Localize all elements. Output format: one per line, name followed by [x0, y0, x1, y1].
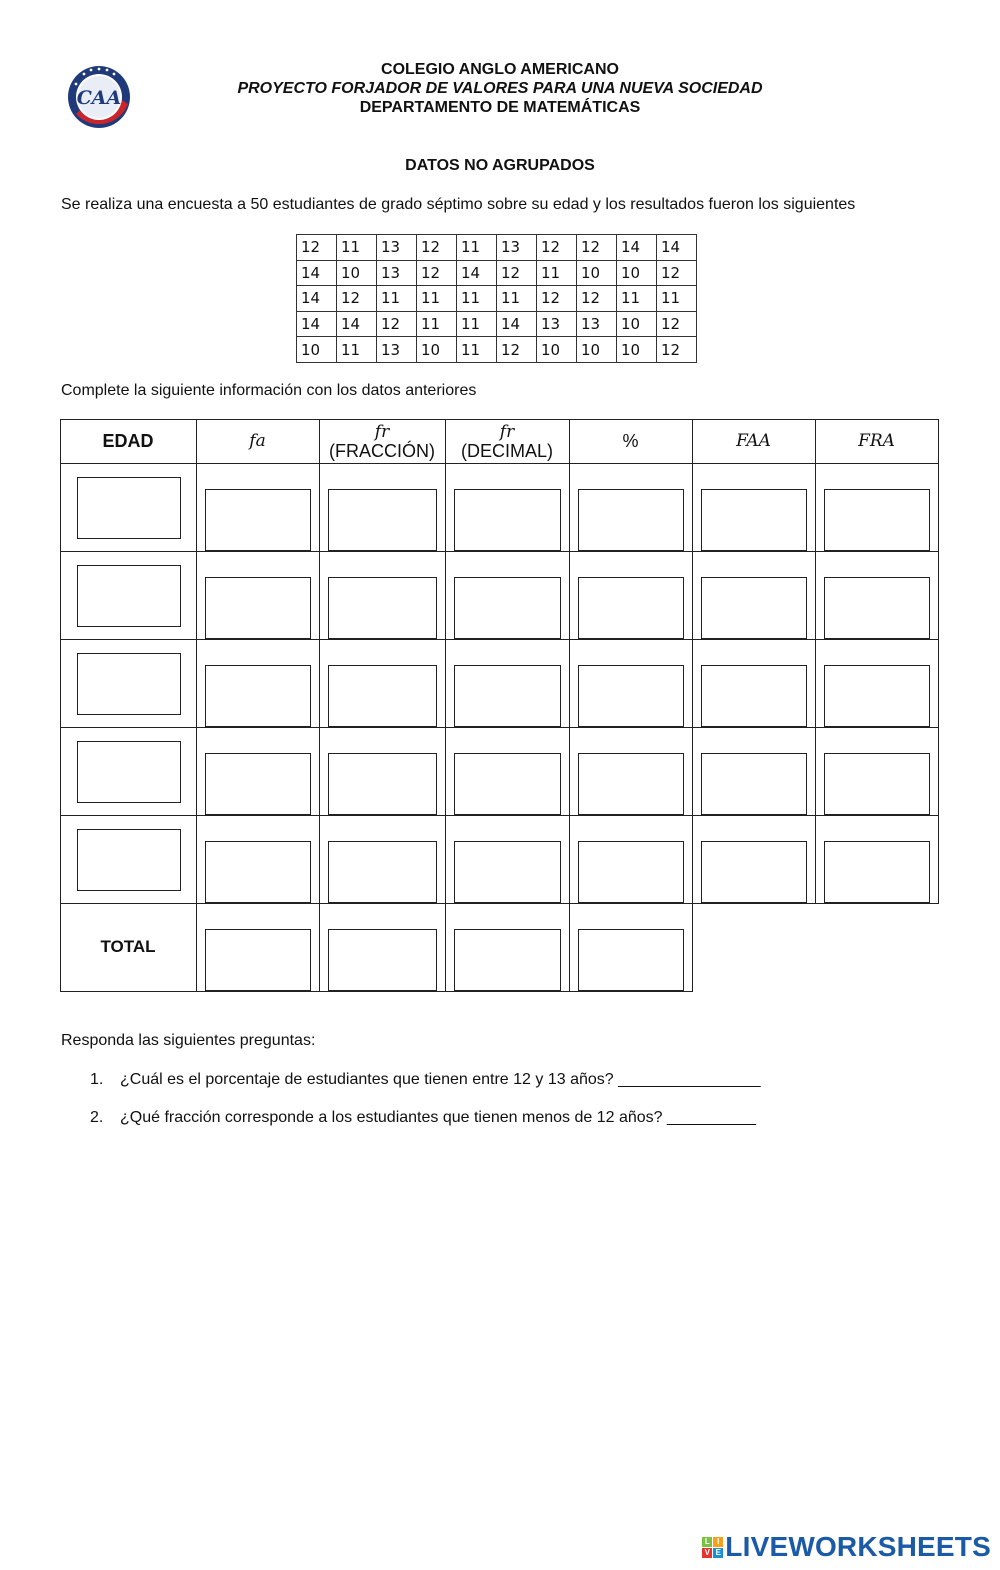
answer-box-faa[interactable]	[701, 753, 807, 815]
raw-data-cell: 12	[657, 337, 697, 363]
brand-name: LIVEWORKSHEETS	[725, 1531, 991, 1562]
raw-data-cell: 10	[577, 337, 617, 363]
grid-line	[60, 903, 939, 904]
grid-line	[692, 419, 693, 992]
header-fr-symbol: fr	[374, 421, 390, 442]
header-fr-symbol-2: fr	[499, 421, 515, 442]
raw-data-cell: 11	[657, 286, 697, 312]
header-fra: FRA	[858, 431, 895, 451]
raw-data-row	[297, 235, 697, 261]
project-name: PROYECTO FORJADOR DE VALORES PARA UNA NUEVA SOCIEDAD	[237, 80, 763, 97]
raw-data-cell: 11	[537, 260, 577, 286]
total-label: TOTAL	[100, 937, 156, 956]
raw-data-cell: 12	[497, 337, 537, 363]
raw-data-cell: 11	[377, 286, 417, 312]
grid-line	[60, 419, 939, 420]
raw-data-cell: 10	[537, 337, 577, 363]
raw-data-cell: 10	[297, 337, 337, 363]
answer-box-fa[interactable]	[205, 753, 311, 815]
frequency-table	[60, 419, 938, 993]
raw-data-cell: 13	[577, 311, 617, 337]
answer-box-fr-fraccion[interactable]	[328, 489, 437, 551]
school-name: COLEGIO ANGLO AMERICANO	[381, 61, 619, 78]
question-number: 2.	[90, 1109, 104, 1126]
answer-box-percent[interactable]	[578, 577, 684, 639]
header-decimal-label: (DECIMAL)	[460, 440, 553, 461]
answer-box-fr-decimal[interactable]	[454, 577, 561, 639]
answer-box-fra[interactable]	[824, 489, 930, 551]
questions-intro: Responda las siguientes preguntas:	[61, 1032, 316, 1049]
raw-data-table	[296, 234, 697, 363]
raw-data-cell: 14	[657, 235, 697, 261]
liveworksheets-brand	[702, 1532, 991, 1562]
answer-box-fr-fraccion[interactable]	[328, 665, 437, 727]
raw-data-row	[297, 337, 697, 363]
question-1	[90, 1070, 761, 1090]
answer-box-fr-decimal[interactable]	[454, 753, 561, 815]
header-fraccion-label: (FRACCIÓN)	[329, 440, 435, 461]
grid-line	[60, 727, 939, 728]
grid-line	[319, 419, 320, 992]
raw-data-cell: 12	[537, 286, 577, 312]
raw-data-row	[297, 286, 697, 312]
raw-data-cell: 10	[617, 337, 657, 363]
grid-line	[60, 991, 693, 992]
answer-box-fr-decimal[interactable]	[454, 929, 561, 991]
question-number: 1.	[90, 1071, 104, 1088]
badge-letter: E	[713, 1548, 723, 1558]
grid-line	[569, 419, 570, 992]
instruction-text: Complete la siguiente información con los datos anteriores	[61, 382, 477, 399]
question-2	[90, 1108, 756, 1128]
answer-box-fa[interactable]	[205, 665, 311, 727]
raw-data-cell: 12	[657, 311, 697, 337]
raw-data-cell: 12	[577, 286, 617, 312]
question-text: ¿Qué fracción corresponde a los estudiantes que tienen menos de 12 años? __________	[120, 1109, 756, 1126]
raw-data-cell: 10	[417, 337, 457, 363]
raw-data-cell: 11	[497, 286, 537, 312]
raw-data-cell: 12	[537, 235, 577, 261]
raw-data-cell: 10	[617, 260, 657, 286]
raw-data-cell: 13	[497, 235, 537, 261]
raw-data-cell: 11	[457, 286, 497, 312]
raw-data-cell: 12	[497, 260, 537, 286]
raw-data-cell: 12	[337, 286, 377, 312]
answer-box-fra[interactable]	[824, 577, 930, 639]
grid-line	[60, 639, 939, 640]
answer-box-edad[interactable]	[77, 653, 181, 715]
header-faa: FAA	[736, 431, 771, 451]
badge-letter: L	[702, 1537, 712, 1547]
raw-data-cell: 11	[417, 311, 457, 337]
raw-data-cell: 14	[497, 311, 537, 337]
raw-data-cell: 14	[617, 235, 657, 261]
raw-data-cell: 11	[337, 337, 377, 363]
answer-box-fa[interactable]	[205, 841, 311, 903]
badge-letter: I	[713, 1537, 723, 1547]
header-percent: %	[622, 430, 639, 451]
raw-data-cell: 13	[537, 311, 577, 337]
raw-data-cell: 13	[377, 260, 417, 286]
answer-box-fr-decimal[interactable]	[454, 841, 561, 903]
raw-data-cell: 11	[417, 286, 457, 312]
raw-data-cell: 12	[297, 235, 337, 261]
answer-box-percent[interactable]	[578, 929, 684, 991]
raw-data-cell: 11	[457, 235, 497, 261]
raw-data-cell: 10	[617, 311, 657, 337]
raw-data-row	[297, 311, 697, 337]
answer-box-fra[interactable]	[824, 665, 930, 727]
raw-data-cell: 11	[337, 235, 377, 261]
answer-box-fr-fraccion[interactable]	[328, 929, 437, 991]
svg-text:CAA: CAA	[76, 87, 122, 109]
answer-box-fa[interactable]	[205, 577, 311, 639]
answer-box-fr-fraccion[interactable]	[328, 841, 437, 903]
raw-data-cell: 14	[297, 260, 337, 286]
raw-data-cell: 10	[577, 260, 617, 286]
question-text: ¿Cuál es el porcentaje de estudiantes que tienen entre 12 y 13 años? ________________	[120, 1071, 761, 1088]
worksheet-title: DATOS NO AGRUPADOS	[405, 157, 595, 174]
answer-box-faa[interactable]	[701, 489, 807, 551]
raw-data-cell: 10	[337, 260, 377, 286]
raw-data-cell: 12	[577, 235, 617, 261]
answer-box-fa[interactable]	[205, 929, 311, 991]
department-name: DEPARTAMENTO DE MATEMÁTICAS	[359, 99, 641, 116]
answer-box-fr-fraccion[interactable]	[328, 753, 437, 815]
raw-data-cell: 12	[417, 260, 457, 286]
answer-box-percent[interactable]	[578, 753, 684, 815]
grid-line	[815, 419, 816, 904]
grid-line	[60, 419, 61, 992]
raw-data-cell: 14	[337, 311, 377, 337]
answer-box-fr-fraccion[interactable]	[328, 577, 437, 639]
raw-data-row	[297, 260, 697, 286]
grid-line	[60, 551, 939, 552]
answer-box-fa[interactable]	[205, 489, 311, 551]
grid-line	[196, 419, 197, 992]
raw-data-cell: 14	[297, 311, 337, 337]
header-fa: fa	[249, 431, 266, 451]
answer-box-percent[interactable]	[578, 841, 684, 903]
answer-box-percent[interactable]	[578, 489, 684, 551]
answer-box-edad[interactable]	[77, 829, 181, 891]
answer-box-edad[interactable]	[77, 565, 181, 627]
intro-text: Se realiza una encuesta a 50 estudiantes de grado séptimo sobre su edad y los resultados fueron los siguientes	[61, 196, 856, 213]
answer-box-faa[interactable]	[701, 577, 807, 639]
answer-box-faa[interactable]	[701, 841, 807, 903]
grid-line	[60, 815, 939, 816]
raw-data-cell: 14	[297, 286, 337, 312]
answer-box-faa[interactable]	[701, 665, 807, 727]
raw-data-cell: 12	[657, 260, 697, 286]
raw-data-cell: 11	[617, 286, 657, 312]
grid-line	[60, 463, 939, 464]
answer-box-fra[interactable]	[824, 841, 930, 903]
header-edad: EDAD	[102, 430, 154, 451]
raw-data-cell: 12	[377, 311, 417, 337]
raw-data-cell: 11	[457, 311, 497, 337]
raw-data-cell: 12	[417, 235, 457, 261]
raw-data-cell: 13	[377, 337, 417, 363]
live-badge	[702, 1537, 723, 1558]
raw-data-cell: 11	[457, 337, 497, 363]
grid-line	[938, 419, 939, 904]
answer-box-fr-decimal[interactable]	[454, 489, 561, 551]
grid-line	[445, 419, 446, 992]
header-fr-decimal	[445, 419, 569, 463]
answer-box-edad[interactable]	[77, 741, 181, 803]
raw-data-cell: 14	[457, 260, 497, 286]
answer-box-percent[interactable]	[578, 665, 684, 727]
answer-box-fr-decimal[interactable]	[454, 665, 561, 727]
badge-letter: V	[702, 1548, 712, 1558]
answer-box-fra[interactable]	[824, 753, 930, 815]
raw-data-cell: 13	[377, 235, 417, 261]
answer-box-edad[interactable]	[77, 477, 181, 539]
header-fr-fraccion	[319, 419, 445, 463]
